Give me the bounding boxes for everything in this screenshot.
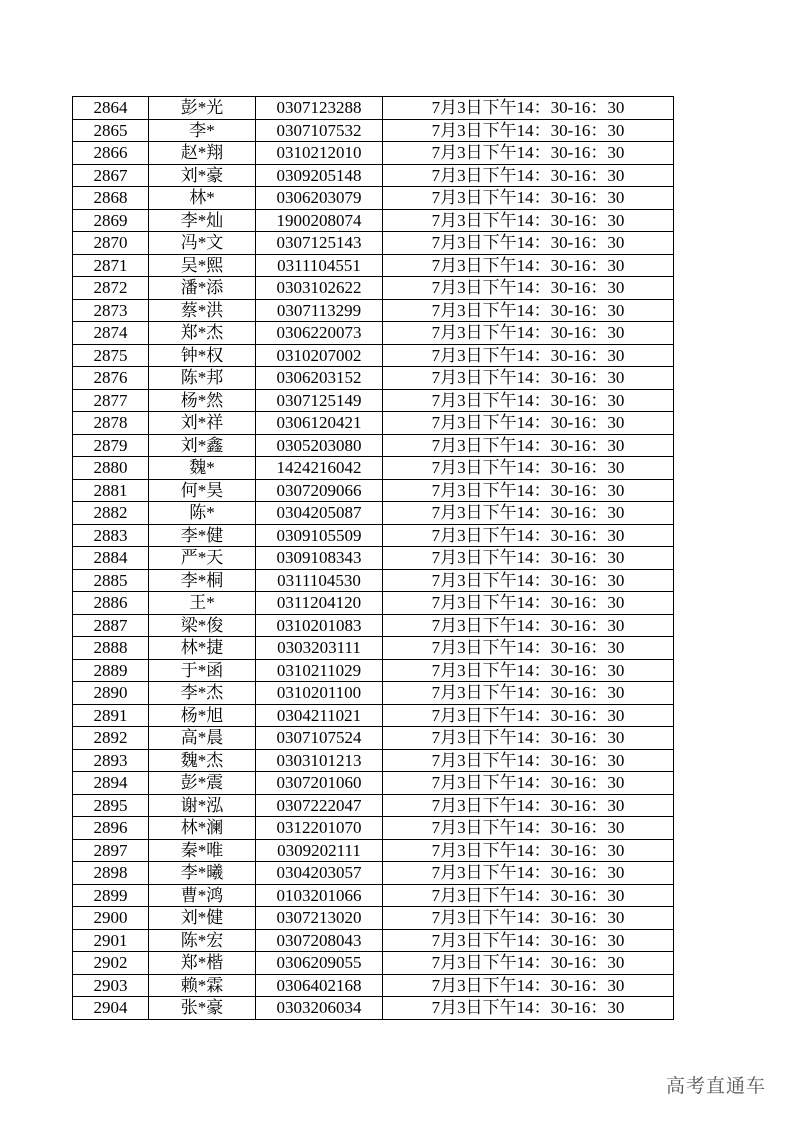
table-row	[73, 704, 674, 727]
student-id-cell: 0307113299	[256, 299, 383, 322]
table-row	[73, 592, 674, 615]
table-row	[73, 637, 674, 660]
student-name-cell: 冯*文	[149, 232, 256, 255]
row-number-cell: 2893	[73, 749, 149, 772]
student-id-cell: 0307125149	[256, 389, 383, 412]
student-id-cell: 0310212010	[256, 142, 383, 165]
exam-time-cell: 7月3日下午14：30-16：30	[383, 142, 674, 165]
student-name-cell: 钟*权	[149, 344, 256, 367]
student-id-cell: 0310207002	[256, 344, 383, 367]
student-name-cell: 于*函	[149, 659, 256, 682]
table-row	[73, 547, 674, 570]
table-row	[73, 839, 674, 862]
table-body	[73, 97, 674, 1020]
table-row	[73, 997, 674, 1020]
student-name-cell: 刘*健	[149, 907, 256, 930]
row-number-cell: 2870	[73, 232, 149, 255]
student-name-cell: 王*	[149, 592, 256, 615]
table-row	[73, 322, 674, 345]
table-row	[73, 434, 674, 457]
exam-time-cell: 7月3日下午14：30-16：30	[383, 164, 674, 187]
exam-time-cell: 7月3日下午14：30-16：30	[383, 592, 674, 615]
student-id-cell: 0311104530	[256, 569, 383, 592]
row-number-cell: 2900	[73, 907, 149, 930]
table-row	[73, 187, 674, 210]
exam-time-cell: 7月3日下午14：30-16：30	[383, 749, 674, 772]
row-number-cell: 2890	[73, 682, 149, 705]
table-row	[73, 524, 674, 547]
table-row	[73, 277, 674, 300]
row-number-cell: 2883	[73, 524, 149, 547]
student-id-cell: 0309202111	[256, 839, 383, 862]
student-id-cell: 0307123288	[256, 97, 383, 120]
table-row	[73, 232, 674, 255]
row-number-cell: 2882	[73, 502, 149, 525]
exam-time-cell: 7月3日下午14：30-16：30	[383, 547, 674, 570]
student-name-cell: 杨*然	[149, 389, 256, 412]
student-id-cell: 0307107532	[256, 119, 383, 142]
exam-time-cell: 7月3日下午14：30-16：30	[383, 839, 674, 862]
watermark-text: 高考直通车	[665, 1075, 766, 1097]
student-name-cell: 赖*霖	[149, 974, 256, 997]
row-number-cell: 2892	[73, 727, 149, 750]
student-name-cell: 陈*	[149, 502, 256, 525]
student-id-cell: 0303102622	[256, 277, 383, 300]
row-number-cell: 2864	[73, 97, 149, 120]
student-name-cell: 林*捷	[149, 637, 256, 660]
exam-time-cell: 7月3日下午14：30-16：30	[383, 997, 674, 1020]
student-name-cell: 郑*楷	[149, 952, 256, 975]
student-name-cell: 高*晨	[149, 727, 256, 750]
student-name-cell: 梁*俊	[149, 614, 256, 637]
student-id-cell: 1424216042	[256, 457, 383, 480]
table-row	[73, 389, 674, 412]
exam-time-cell: 7月3日下午14：30-16：30	[383, 232, 674, 255]
row-number-cell: 2866	[73, 142, 149, 165]
student-name-cell: 陈*宏	[149, 929, 256, 952]
table-row	[73, 142, 674, 165]
student-name-cell: 秦*唯	[149, 839, 256, 862]
row-number-cell: 2877	[73, 389, 149, 412]
exam-time-cell: 7月3日下午14：30-16：30	[383, 524, 674, 547]
exam-time-cell: 7月3日下午14：30-16：30	[383, 277, 674, 300]
row-number-cell: 2903	[73, 974, 149, 997]
row-number-cell: 2886	[73, 592, 149, 615]
exam-time-cell: 7月3日下午14：30-16：30	[383, 907, 674, 930]
student-name-cell: 林*	[149, 187, 256, 210]
row-number-cell: 2898	[73, 862, 149, 885]
table-row	[73, 974, 674, 997]
exam-time-cell: 7月3日下午14：30-16：30	[383, 704, 674, 727]
student-name-cell: 吴*熙	[149, 254, 256, 277]
exam-time-cell: 7月3日下午14：30-16：30	[383, 614, 674, 637]
table-row	[73, 749, 674, 772]
student-id-cell: 0304211021	[256, 704, 383, 727]
student-name-cell: 魏*杰	[149, 749, 256, 772]
student-name-cell: 魏*	[149, 457, 256, 480]
table-row	[73, 367, 674, 390]
table-row	[73, 727, 674, 750]
row-number-cell: 2872	[73, 277, 149, 300]
exam-time-cell: 7月3日下午14：30-16：30	[383, 434, 674, 457]
row-number-cell: 2873	[73, 299, 149, 322]
student-name-cell: 彭*光	[149, 97, 256, 120]
table-row	[73, 614, 674, 637]
exam-time-cell: 7月3日下午14：30-16：30	[383, 187, 674, 210]
row-number-cell: 2895	[73, 794, 149, 817]
exam-time-cell: 7月3日下午14：30-16：30	[383, 794, 674, 817]
row-number-cell: 2902	[73, 952, 149, 975]
exam-time-cell: 7月3日下午14：30-16：30	[383, 682, 674, 705]
table-row	[73, 794, 674, 817]
table-row	[73, 479, 674, 502]
student-name-cell: 李*健	[149, 524, 256, 547]
student-id-cell: 0103201066	[256, 884, 383, 907]
table-row	[73, 457, 674, 480]
exam-time-cell: 7月3日下午14：30-16：30	[383, 929, 674, 952]
row-number-cell: 2904	[73, 997, 149, 1020]
row-number-cell: 2885	[73, 569, 149, 592]
table-row	[73, 817, 674, 840]
exam-time-cell: 7月3日下午14：30-16：30	[383, 974, 674, 997]
row-number-cell: 2897	[73, 839, 149, 862]
table-row	[73, 209, 674, 232]
student-name-cell: 李*杰	[149, 682, 256, 705]
row-number-cell: 2884	[73, 547, 149, 570]
exam-time-cell: 7月3日下午14：30-16：30	[383, 727, 674, 750]
table-row	[73, 862, 674, 885]
exam-time-cell: 7月3日下午14：30-16：30	[383, 119, 674, 142]
student-id-cell: 0304205087	[256, 502, 383, 525]
exam-time-cell: 7月3日下午14：30-16：30	[383, 637, 674, 660]
student-id-cell: 0312201070	[256, 817, 383, 840]
table-row	[73, 569, 674, 592]
student-id-cell: 0306203152	[256, 367, 383, 390]
exam-time-cell: 7月3日下午14：30-16：30	[383, 209, 674, 232]
student-id-cell: 0303206034	[256, 997, 383, 1020]
student-name-cell: 刘*豪	[149, 164, 256, 187]
table-row	[73, 502, 674, 525]
student-name-cell: 谢*泓	[149, 794, 256, 817]
exam-time-cell: 7月3日下午14：30-16：30	[383, 389, 674, 412]
row-number-cell: 2869	[73, 209, 149, 232]
exam-time-cell: 7月3日下午14：30-16：30	[383, 322, 674, 345]
row-number-cell: 2894	[73, 772, 149, 795]
student-id-cell: 0310201100	[256, 682, 383, 705]
exam-time-cell: 7月3日下午14：30-16：30	[383, 772, 674, 795]
student-id-cell: 0304203057	[256, 862, 383, 885]
row-number-cell: 2868	[73, 187, 149, 210]
student-name-cell: 李*桐	[149, 569, 256, 592]
exam-time-cell: 7月3日下午14：30-16：30	[383, 367, 674, 390]
student-name-cell: 蔡*洪	[149, 299, 256, 322]
student-id-cell: 0307201060	[256, 772, 383, 795]
student-id-cell: 0310211029	[256, 659, 383, 682]
student-name-cell: 何*昊	[149, 479, 256, 502]
table-row	[73, 929, 674, 952]
row-number-cell: 2876	[73, 367, 149, 390]
student-id-cell: 0309205148	[256, 164, 383, 187]
exam-time-cell: 7月3日下午14：30-16：30	[383, 344, 674, 367]
row-number-cell: 2865	[73, 119, 149, 142]
student-id-cell: 0306220073	[256, 322, 383, 345]
row-number-cell: 2878	[73, 412, 149, 435]
student-name-cell: 李*灿	[149, 209, 256, 232]
exam-time-cell: 7月3日下午14：30-16：30	[383, 502, 674, 525]
student-id-cell: 0306209055	[256, 952, 383, 975]
table-row	[73, 97, 674, 120]
exam-time-cell: 7月3日下午14：30-16：30	[383, 659, 674, 682]
student-id-cell: 0306203079	[256, 187, 383, 210]
student-id-cell: 0307208043	[256, 929, 383, 952]
student-id-cell: 0307222047	[256, 794, 383, 817]
student-id-cell: 0309105509	[256, 524, 383, 547]
table-row	[73, 412, 674, 435]
row-number-cell: 2874	[73, 322, 149, 345]
exam-time-cell: 7月3日下午14：30-16：30	[383, 569, 674, 592]
student-name-cell: 郑*杰	[149, 322, 256, 345]
exam-time-cell: 7月3日下午14：30-16：30	[383, 457, 674, 480]
exam-time-cell: 7月3日下午14：30-16：30	[383, 884, 674, 907]
row-number-cell: 2901	[73, 929, 149, 952]
exam-time-cell: 7月3日下午14：30-16：30	[383, 479, 674, 502]
exam-time-cell: 7月3日下午14：30-16：30	[383, 862, 674, 885]
student-name-cell: 张*豪	[149, 997, 256, 1020]
exam-time-cell: 7月3日下午14：30-16：30	[383, 299, 674, 322]
student-name-cell: 李*	[149, 119, 256, 142]
student-id-cell: 0303101213	[256, 749, 383, 772]
table-row	[73, 119, 674, 142]
student-name-cell: 彭*震	[149, 772, 256, 795]
row-number-cell: 2881	[73, 479, 149, 502]
row-number-cell: 2875	[73, 344, 149, 367]
student-id-cell: 0309108343	[256, 547, 383, 570]
row-number-cell: 2891	[73, 704, 149, 727]
row-number-cell: 2867	[73, 164, 149, 187]
row-number-cell: 2899	[73, 884, 149, 907]
student-name-cell: 刘*祥	[149, 412, 256, 435]
student-id-cell: 0303203111	[256, 637, 383, 660]
student-name-cell: 刘*鑫	[149, 434, 256, 457]
student-name-cell: 杨*旭	[149, 704, 256, 727]
row-number-cell: 2871	[73, 254, 149, 277]
row-number-cell: 2887	[73, 614, 149, 637]
student-name-cell: 严*天	[149, 547, 256, 570]
student-id-cell: 0310201083	[256, 614, 383, 637]
row-number-cell: 2889	[73, 659, 149, 682]
student-id-cell: 0307213020	[256, 907, 383, 930]
student-name-cell: 李*曦	[149, 862, 256, 885]
table-row	[73, 682, 674, 705]
student-name-cell: 陈*邦	[149, 367, 256, 390]
exam-schedule-table	[72, 96, 674, 1020]
row-number-cell: 2880	[73, 457, 149, 480]
table-row	[73, 344, 674, 367]
table-row	[73, 772, 674, 795]
table-row	[73, 254, 674, 277]
row-number-cell: 2879	[73, 434, 149, 457]
exam-time-cell: 7月3日下午14：30-16：30	[383, 97, 674, 120]
exam-time-cell: 7月3日下午14：30-16：30	[383, 952, 674, 975]
student-id-cell: 0307107524	[256, 727, 383, 750]
student-id-cell: 0307209066	[256, 479, 383, 502]
table-row	[73, 907, 674, 930]
student-name-cell: 潘*添	[149, 277, 256, 300]
student-id-cell: 0307125143	[256, 232, 383, 255]
exam-time-cell: 7月3日下午14：30-16：30	[383, 254, 674, 277]
table-row	[73, 952, 674, 975]
student-id-cell: 0311204120	[256, 592, 383, 615]
exam-time-cell: 7月3日下午14：30-16：30	[383, 817, 674, 840]
student-name-cell: 林*澜	[149, 817, 256, 840]
row-number-cell: 2896	[73, 817, 149, 840]
student-id-cell: 0306402168	[256, 974, 383, 997]
row-number-cell: 2888	[73, 637, 149, 660]
student-id-cell: 0311104551	[256, 254, 383, 277]
table-row	[73, 884, 674, 907]
table-row	[73, 299, 674, 322]
exam-time-cell: 7月3日下午14：30-16：30	[383, 412, 674, 435]
student-id-cell: 0306120421	[256, 412, 383, 435]
table-row	[73, 659, 674, 682]
student-name-cell: 曹*鸿	[149, 884, 256, 907]
student-id-cell: 1900208074	[256, 209, 383, 232]
student-id-cell: 0305203080	[256, 434, 383, 457]
student-name-cell: 赵*翔	[149, 142, 256, 165]
table-row	[73, 164, 674, 187]
